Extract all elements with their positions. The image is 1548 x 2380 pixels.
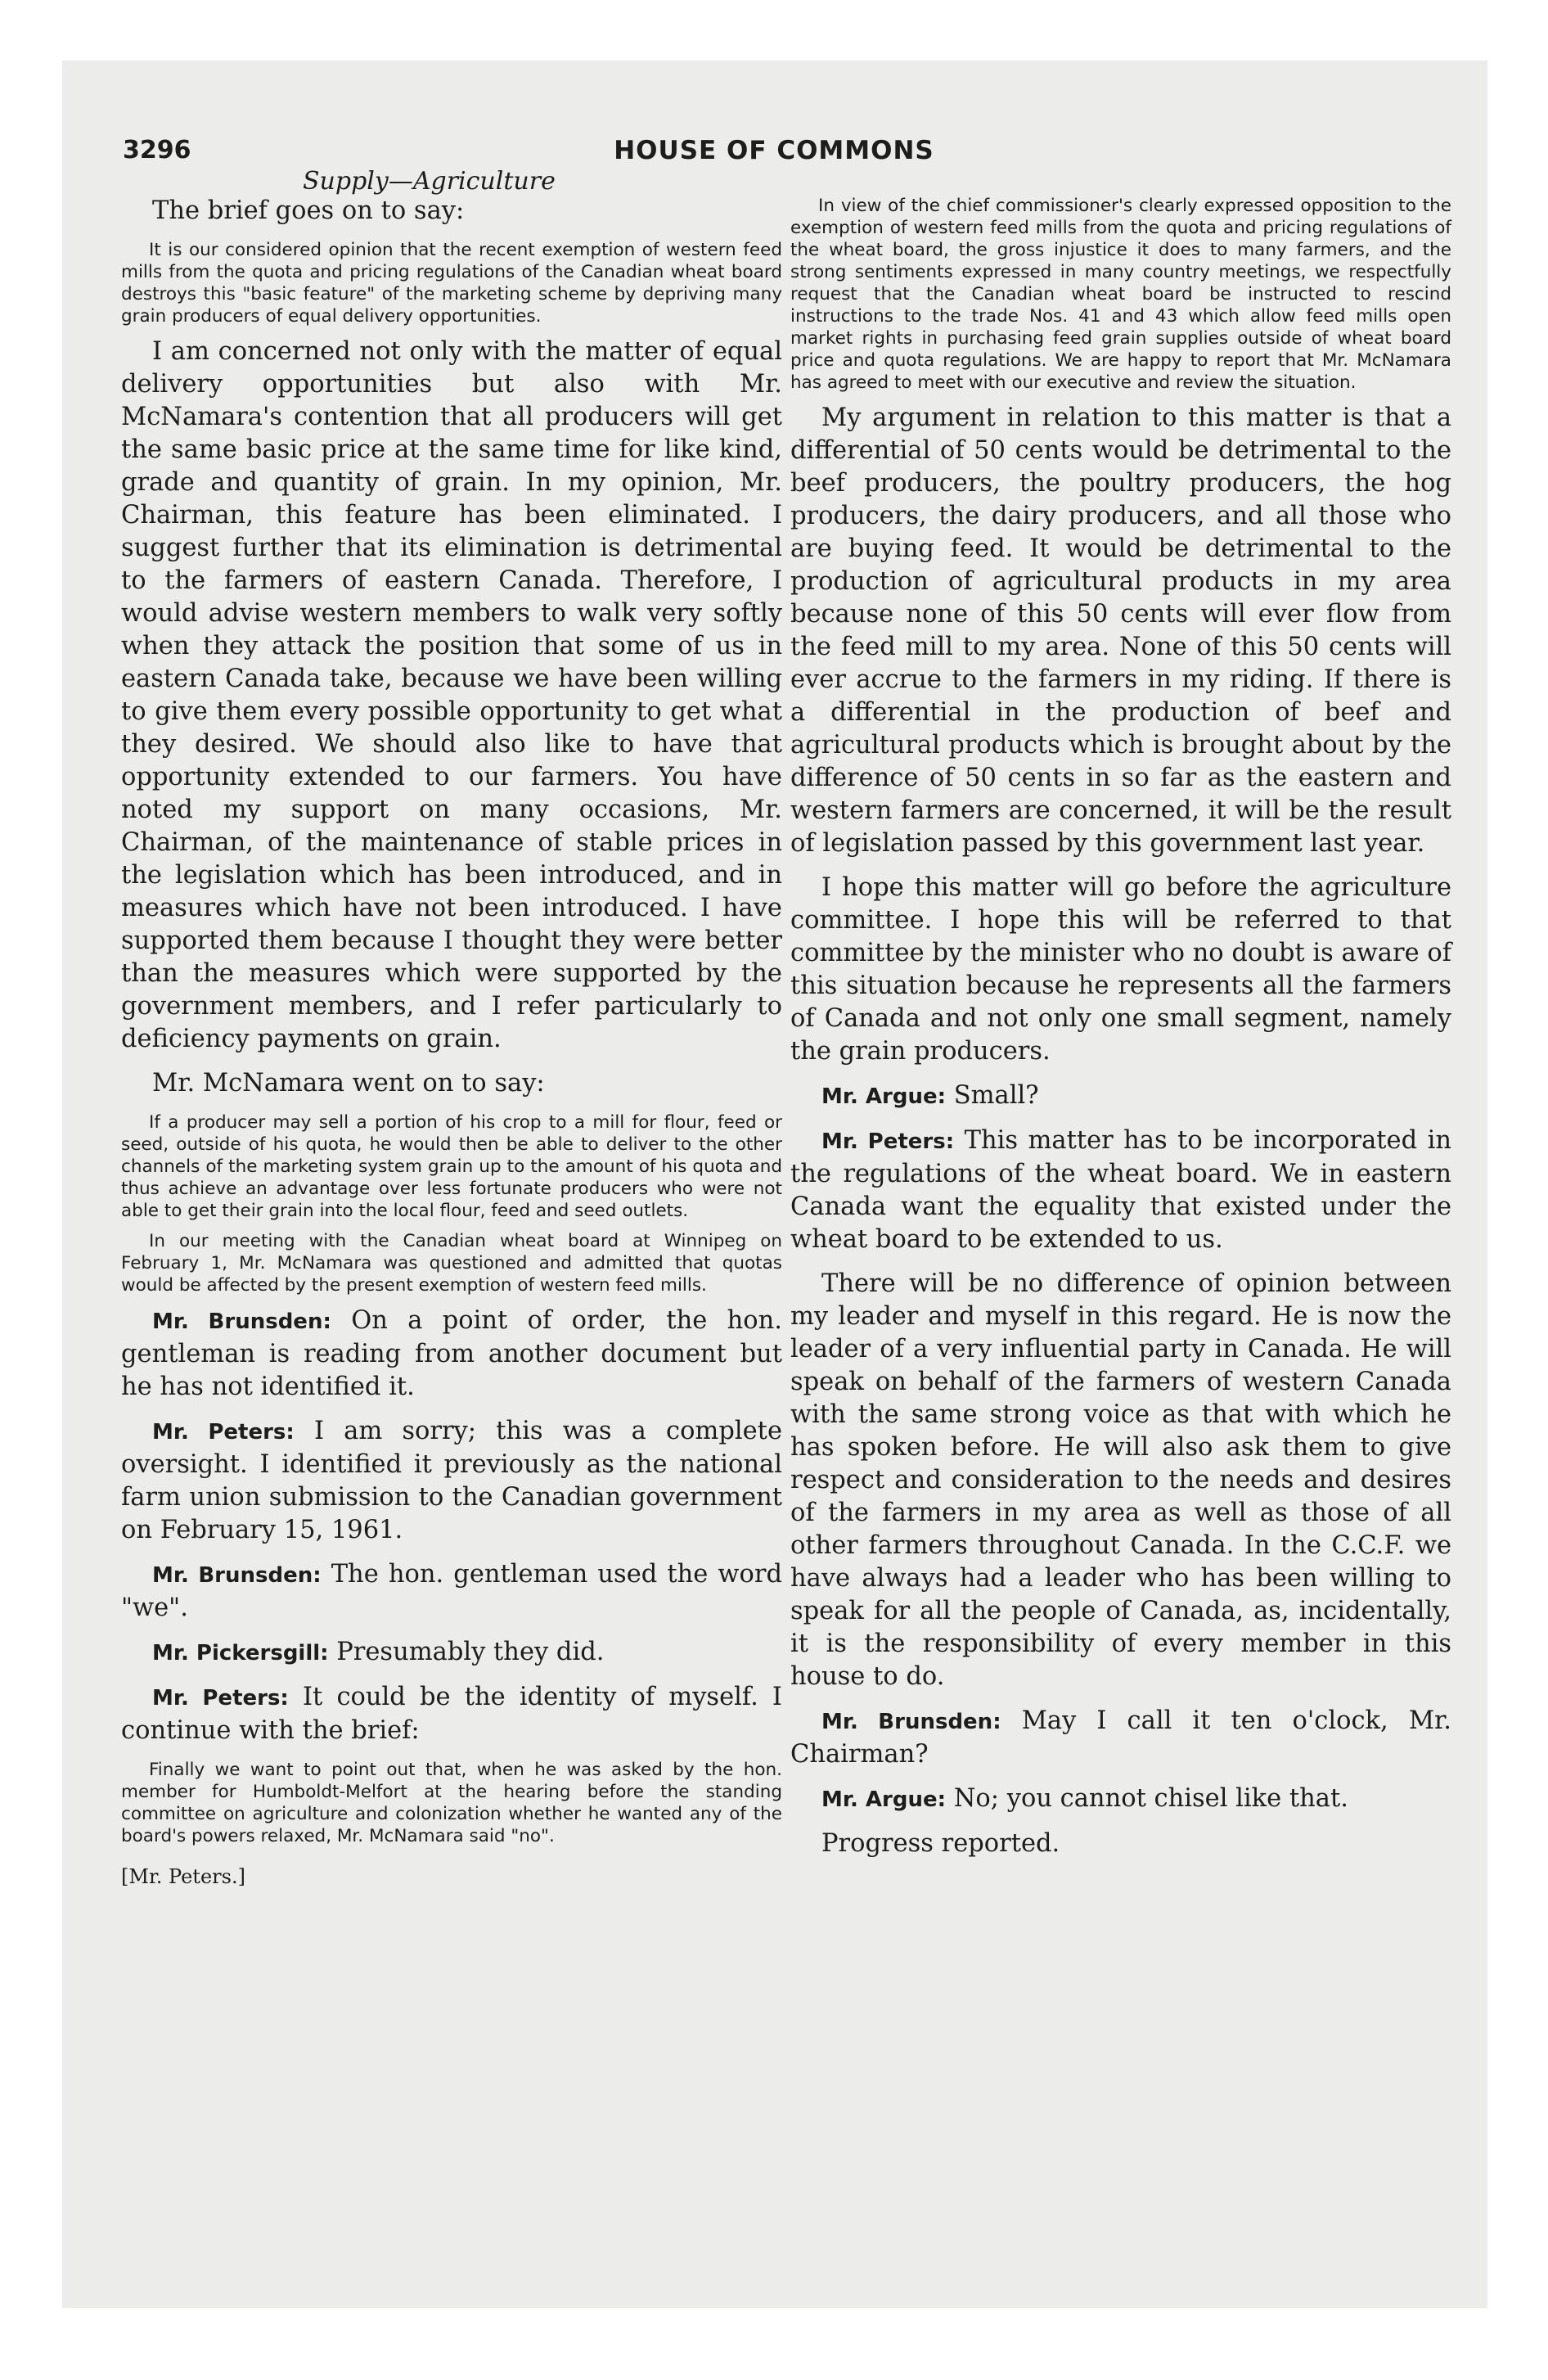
- speech-text: The hon. gentleman used the word "we".: [121, 1560, 782, 1622]
- speaker-name: Mr. Peters:: [152, 1420, 295, 1445]
- paragraph: I hope this matter will go before the agriculture committee. I hope this will be referred to that committee by the minister who no doubt is aware of this situation because he represents all the farmers of Canada and not only one small segment, namely the grain producers.: [790, 873, 1451, 1066]
- speaker-name: Mr. Argue:: [821, 1787, 947, 1812]
- footer-speaker-note: [Mr. Peters.]: [121, 1865, 245, 1888]
- paragraph: Mr. McNamara went on to say:: [152, 1069, 545, 1098]
- speech-text: This matter has to be incorporated in the regulations of the wheat board. We in eastern Canada want the equality that existed under the wheat board to be extended to us.: [790, 1126, 1451, 1254]
- speech-text: Presumably they did.: [336, 1638, 605, 1666]
- speaker-paragraph: [790, 1125, 1451, 1256]
- paragraph: My argument in relation to this matter is that a differential of 50 cents would be detrimental to the beef producers, the poultry producers, the hog producers, the dairy producers, and all those who are buying feed. It would be detrimental to the production of agricultural products in my area because none of this 50 cents will ever flow from the feed mill to my area. None of this 50 cents will ever accrue to the farmers in my riding. If there is a differential in the production of beef and agricultural products which is brought about by the difference of 50 cents in so far as the eastern and western farmers are concerned, it will be the result of legislation passed by this government last year.: [790, 403, 1451, 858]
- speaker-name: Mr. Brunsden:: [152, 1309, 331, 1334]
- speaker-paragraph: [121, 1415, 782, 1547]
- speaker-paragraph: [121, 1305, 782, 1404]
- paragraph: I am concerned not only with the matter of equal delivery opportunities but also with Mr. McNamara's contention that all producers will get the same basic price at the same time for like kind, grade and quantity of grain. In my opinion, Mr. Chairman, this feature has been eliminated. I suggest further that its elimination is detrimental to the farmers of eastern Canada. Therefore, I would advise western members to walk very softly when they attack the position that some of us in eastern Canada take, because we have been willing to give them every possible opportunity to get what they desired. We should also like to have that opportunity extended to our farmers. You have noted my support on many occasions, Mr. Chairman, of the maintenance of stable prices in the legislation which has been introduced, and in measures which have not been introduced. I have supported them because I thought they were better than the measures which were supported by the government members, and I refer particularly to deficiency payments on grain.: [121, 337, 782, 1053]
- paragraph: There will be no difference of opinion between my leader and myself in this regard. He is now the leader of a very influential party in Canada. He will speak on behalf of the farmers of western Canada with the same strong voice as that with which he has spoken before. He will also ask them to give respect and consideration to the needs and desires of the farmers in my area as well as those of all other farmers throughout Canada. In the C.C.F. we have always had a leader who has been willing to speak for all the people of Canada, as, incidentally, it is the responsibility of every member in this house to do.: [790, 1269, 1451, 1691]
- page-number: 3296: [123, 136, 191, 165]
- speaker-paragraph: [790, 1080, 1451, 1113]
- speech-text: May I call it ten o'clock, Mr. Chairman?: [790, 1706, 1451, 1769]
- right-column: [790, 195, 1451, 1872]
- quoted-paragraph: In view of the chief commissioner's clearly expressed opposition to the exemption of western feed mills from the quota and pricing regulations of the wheat board, the gross injustice it does to many farmers, and the strong sentiments expressed in many country meetings, we respectfully request that the Canadian wheat board be instructed to rescind instructions to the trade Nos. 41 and 43 which allow feed mills open market rights in purchasing feed grain supplies outside of wheat board price and quota regulations. We are happy to report that Mr. McNamara has agreed to meet with our executive and review the situation.: [790, 196, 1451, 393]
- speaker-name: Mr. Peters:: [821, 1129, 955, 1154]
- speaker-name: Mr. Argue:: [821, 1084, 947, 1109]
- section-subtitle: Supply—Agriculture: [303, 167, 556, 196]
- quoted-paragraph: In our meeting with the Canadian wheat board at Winnipeg on February 1, Mr. McNamara was questioned and admitted that quotas would be affected by the present exemption of western feed mills.: [121, 1231, 782, 1296]
- page-header: [0, 136, 1548, 169]
- speech-text: No; you cannot chisel like that.: [953, 1784, 1348, 1813]
- speaker-paragraph: [121, 1558, 782, 1625]
- speaker-paragraph: [790, 1705, 1451, 1771]
- speech-text: Small?: [953, 1081, 1039, 1110]
- quoted-paragraph: Finally we want to point out that, when he was asked by the hon. member for Humboldt-Melfort at the hearing before the standing committee on agriculture and colonization whether he wanted any of the board's powers relaxed, Mr. McNamara said "no".: [121, 1760, 782, 1846]
- speech-text: I am sorry; this was a complete oversight. I identified it previously as the national farm union submission to the Canadian government on February 15, 1961.: [121, 1417, 782, 1544]
- speaker-name: Mr. Peters:: [152, 1686, 289, 1711]
- speaker-name: Mr. Brunsden:: [821, 1710, 1001, 1734]
- speaker-paragraph: [121, 1681, 782, 1747]
- paragraph: Progress reported.: [821, 1829, 1060, 1858]
- speaker-paragraph: [790, 1783, 1451, 1816]
- quoted-paragraph: If a producer may sell a portion of his crop to a mill for flour, feed or seed, outside of his quota, he would then be able to deliver to the other channels of the marketing system grain up to the amount of his quota and thus achieve an advantage over less fortunate producers who were not able to get their grain into the local flour, feed and seed outlets.: [121, 1112, 782, 1221]
- paragraph: The brief goes on to say:: [152, 196, 465, 225]
- speech-text: It could be the identity of myself. I continue with the brief:: [121, 1683, 782, 1745]
- speaker-paragraph: [121, 1636, 782, 1670]
- speaker-name: Mr. Brunsden:: [152, 1563, 322, 1588]
- speaker-name: Mr. Pickersgill:: [152, 1641, 329, 1666]
- speech-text: On a point of order, the hon. gentleman is reading from another document but he has not identified it.: [121, 1306, 782, 1401]
- left-column: [121, 195, 782, 1890]
- quoted-paragraph: It is our considered opinion that the recent exemption of western feed mills from the quota and pricing regulations of the Canadian wheat board destroys this "basic feature" of the marketing scheme by depriving many grain producers of equal delivery opportunities.: [121, 240, 782, 327]
- page-title: HOUSE OF COMMONS: [614, 136, 934, 165]
